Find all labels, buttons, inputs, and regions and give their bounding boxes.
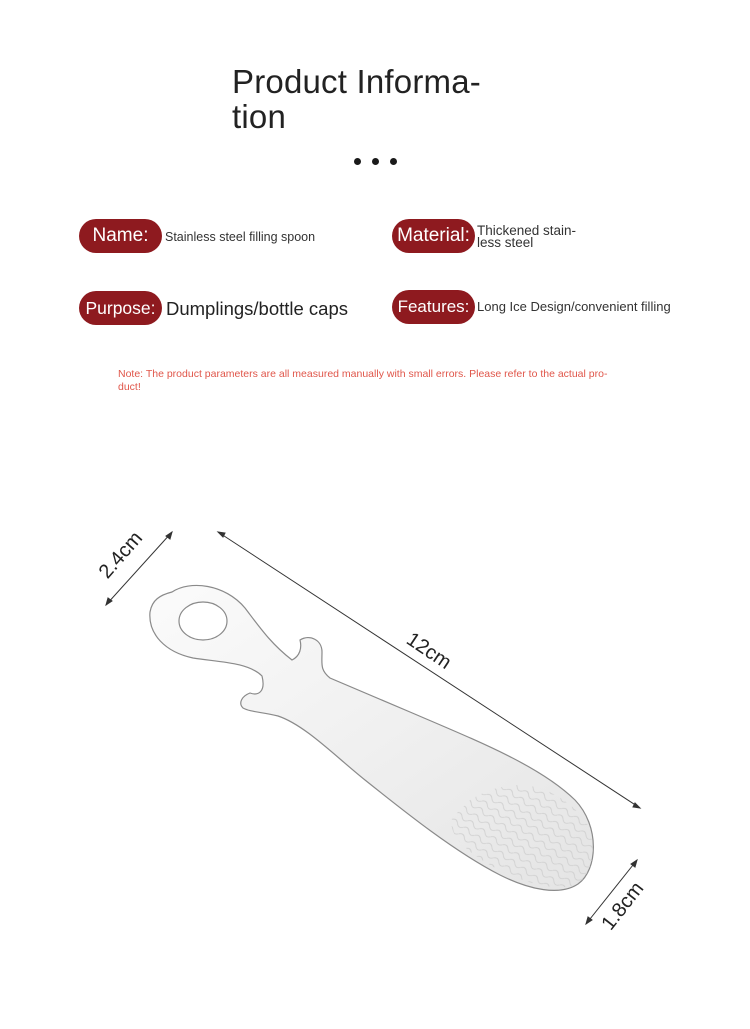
title-line-1: Product Informa- bbox=[232, 63, 481, 100]
purpose-label: Purpose: bbox=[79, 291, 162, 325]
dimension-length: 12cm bbox=[402, 628, 456, 674]
material-value-line-2: less steel bbox=[477, 235, 534, 250]
purpose-value: Dumplings/bottle caps bbox=[166, 298, 349, 319]
dimension-width-top: 2.4cm bbox=[94, 527, 148, 583]
name-label: Name: bbox=[79, 219, 162, 253]
opener-hole bbox=[179, 602, 227, 640]
note-line-1: Note: The product parameters are all measured manually with small errors. Please refer to the actual pro- bbox=[118, 368, 608, 380]
material-value-line-1: Thickened stain- bbox=[477, 223, 577, 238]
features-label: Features: bbox=[392, 290, 475, 324]
title-line-2: tion bbox=[232, 98, 287, 135]
features-value: Long Ice Design/convenient filling bbox=[477, 299, 671, 314]
material-label: Material: bbox=[392, 219, 475, 253]
note-line-2: duct! bbox=[118, 381, 141, 393]
name-value: Stainless steel filling spoon bbox=[165, 230, 316, 244]
dimension-width-end: 1.8cm bbox=[597, 877, 649, 935]
